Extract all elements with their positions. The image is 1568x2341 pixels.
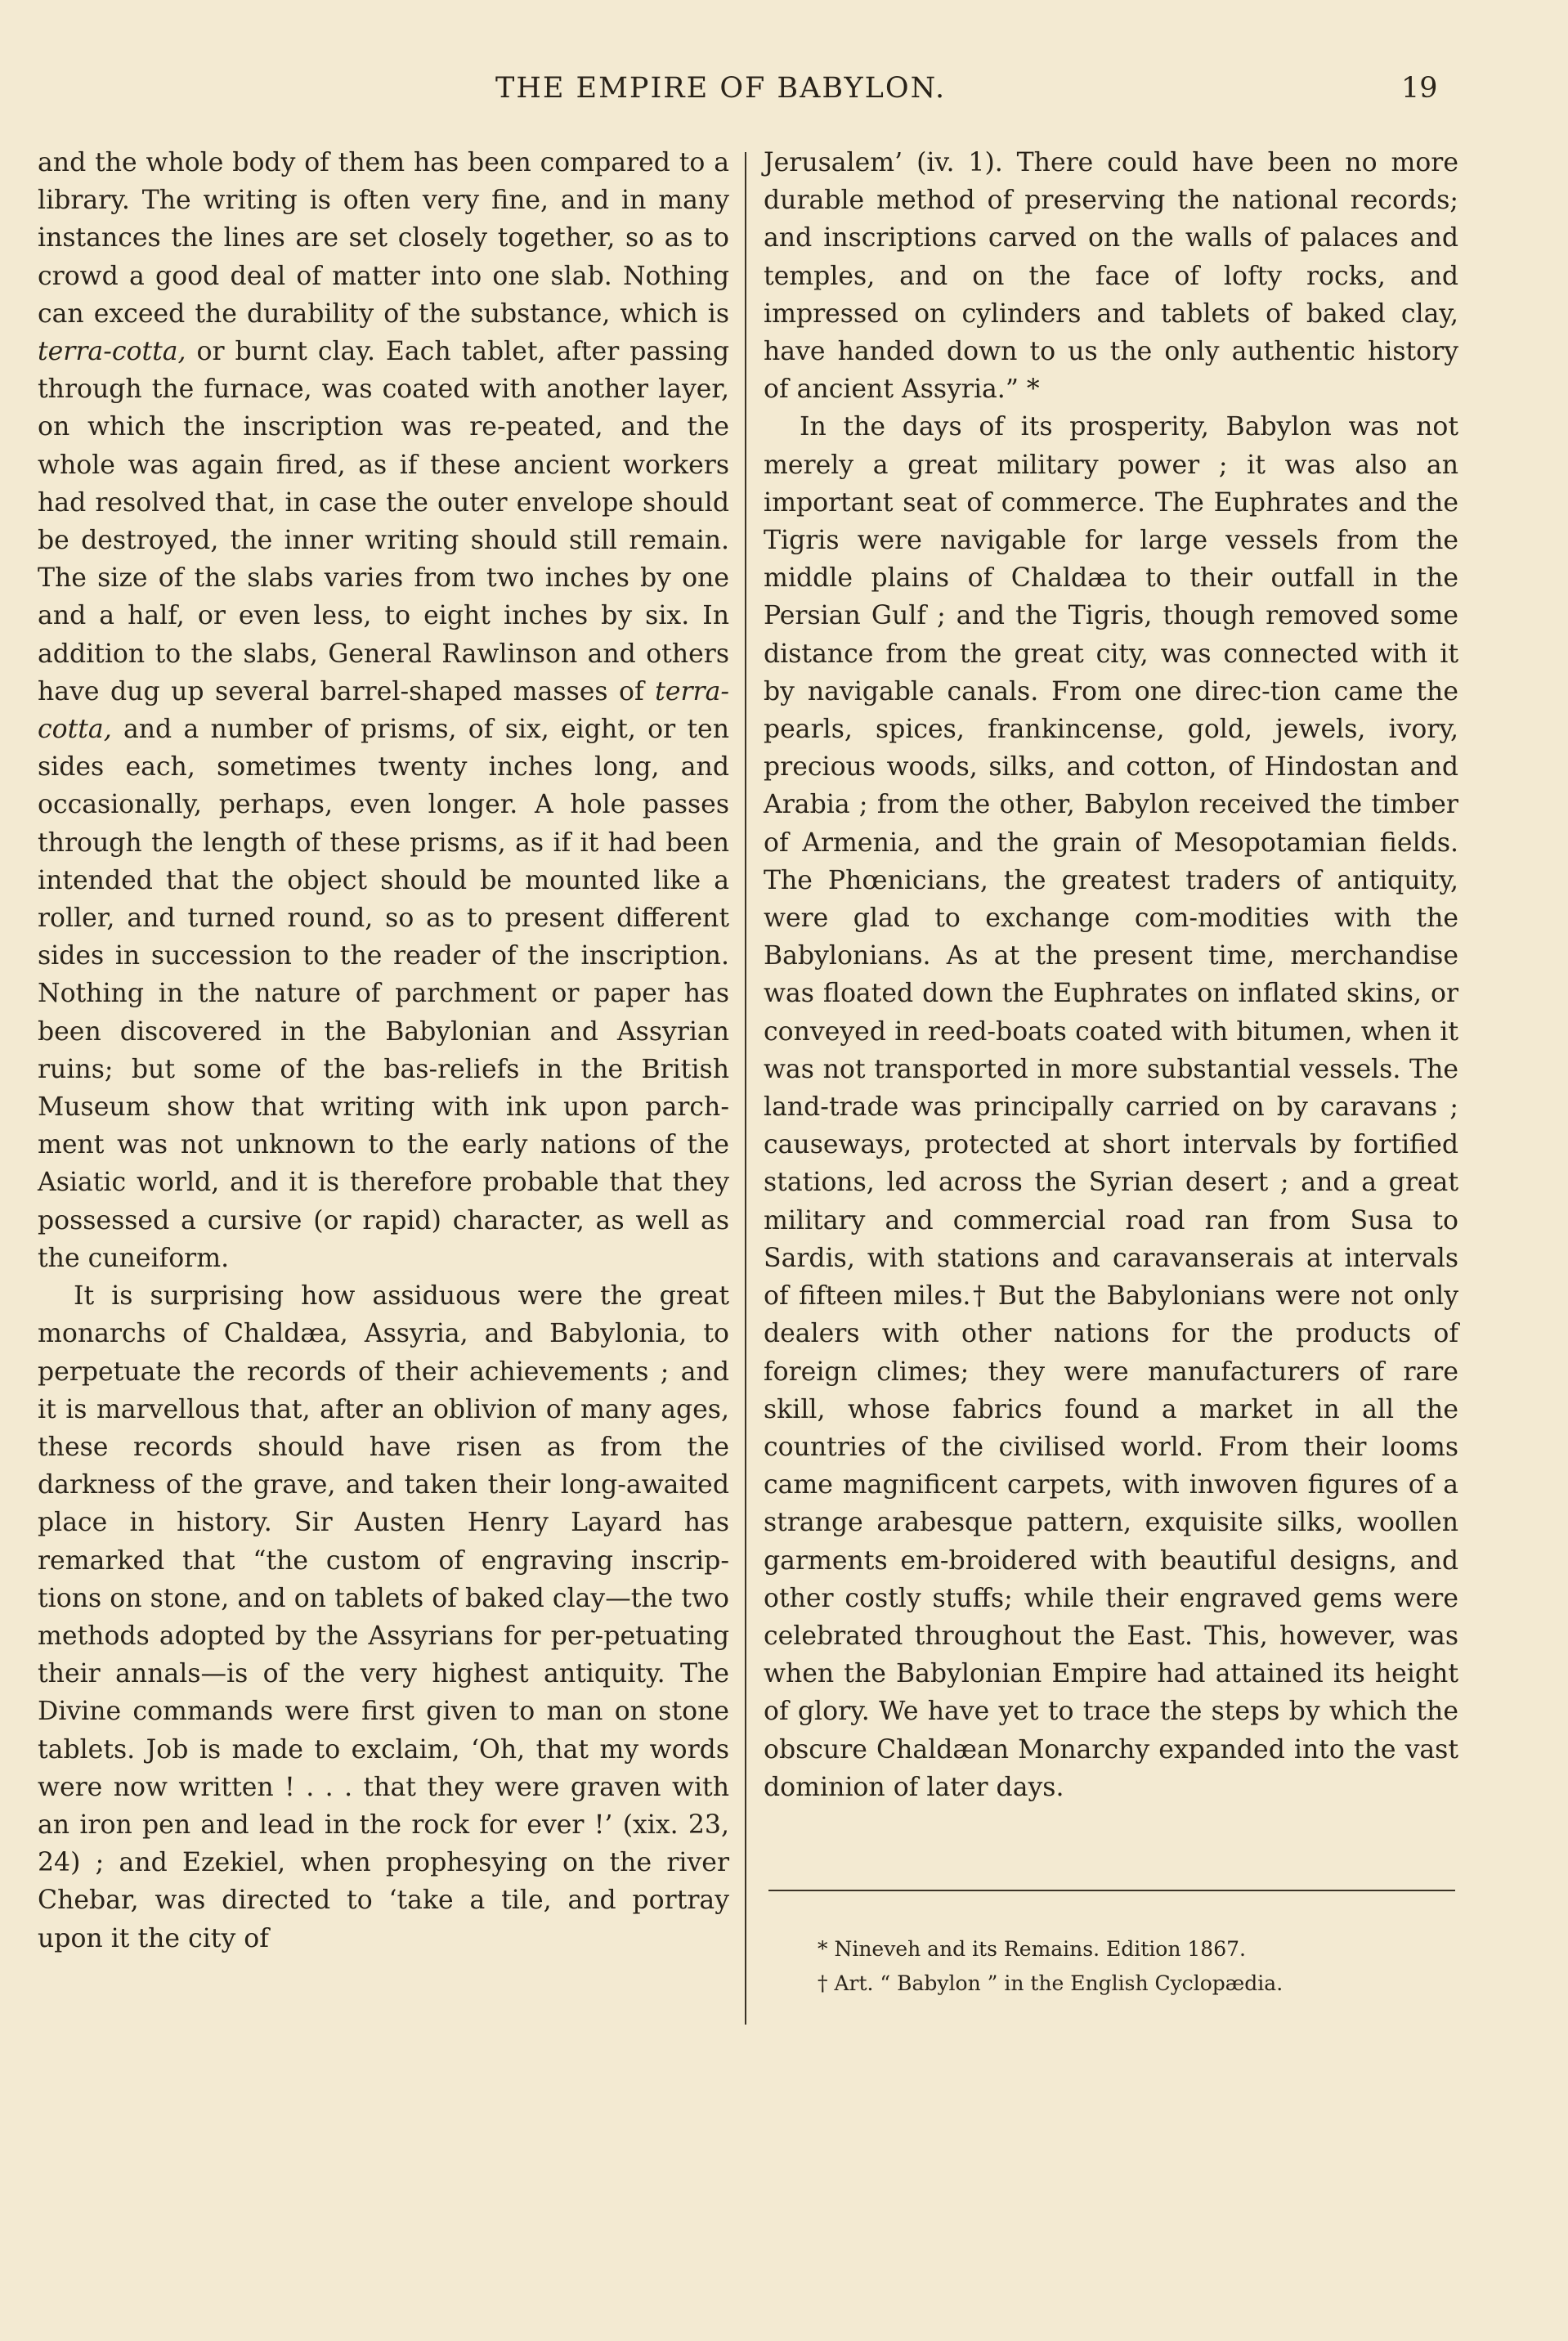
- italic-term: terra-cotta,: [38, 337, 186, 367]
- column-divider: [745, 152, 746, 2025]
- paragraph: In the days of its prosperity, Babylon was not merely a great military power ; it was also an important seat of commerce. The Euphrates and the Tigris were navigable for large vessels from the middle plains of Chaldæa to their outfall in the Persian Gulf ; and the Tigris, though removed some distance from the great city, was connected with it by navigable canals. From one direc-tion came the pearls, spices, frankincense, gold, jewels, ivory, precious woods, silks, and cotton, of Hindostan and Arabia ; from the other, Babylon received the timber of Armenia, and the grain of Mesopotamian fields. The Phœnicians, the greatest traders of antiquity, were glad to exchange com-modities with the Babylonians. As at the present time, merchandise was floated down the Euphrates on inflated skins, or conveyed in reed-boats coated with bitumen, when it was not transported in more substantial vessels. The land-trade was principally carried on by caravans ; causeways, protected at short intervals by fortified stations, led across the Syrian desert ; and a great military and commercial road ran from Susa to Sardis, with stations and caravanserais at intervals of fifteen miles.† But the Babylonians were not only dealers with other nations for the products of foreign climes; they were manufacturers of rare skill, whose fabrics found a market in all the countries of the civilised world. From their looms came magnificent carpets, with inwoven figures of a strange arabesque pattern, exquisite silks, woollen garments em-broidered with beautiful designs, and other costly stuffs; while their engraved gems were celebrated throughout the East. This, however, was when the Babylonian Empire had attained its height of glory. We have yet to trace the steps by which the obscure Chaldæan Monarchy expanded into the vast dominion of later days.: [764, 412, 1458, 1802]
- paragraph: Jerusalem’ (iv. 1). There could have been no more durable method of preserving the national records; and inscriptions carved on the walls of palaces and temples, and on the face of lofty rocks, and impressed on cylinders and tablets of baked clay, have handed down to us the only authentic history of ancient Assyria.” *: [764, 148, 1458, 405]
- left-column: [38, 144, 729, 1958]
- page-header: [0, 72, 1568, 121]
- paragraph: [38, 144, 729, 1277]
- text-run: and a number of prisms, of six, eight, or ten sides each, sometimes twenty inches long, and occasionally, perhaps, even longer. A hole passes through the length of these prisms, as if it had been intended that the object should be mounted like a roller, and turned round, so as to present different sides in succession to the reader of the inscription. Nothing in the nature of parchment or paper has been discovered in the Babylonian and Assyrian ruins; but some of the bas-reliefs in the British Museum show that writing with ink upon parch-ment was not unknown to the early nations of the Asiatic world, and it is therefore probable that they possessed a cursive (or rapid) character, as well as the cuneiform.: [38, 715, 729, 1273]
- italic-term: terra-cotta,: [38, 676, 729, 745]
- footnote: * Nineveh and its Remains. Edition 1867.: [818, 1937, 1246, 1961]
- text-run: or burnt clay. Each tablet, after passing through the furnace, was coated with another layer, on which the inscription was re-peated, and the whole was again fired, as if these ancient workers had resolved that, in case the outer envelope should be destroyed, the inner writing should still remain. The size of the slabs varies from two inches by one and a half, or even less, to eight inches by six. In addition to the slabs, General Rawlinson and others have dug up several barrel-shaped masses of: [38, 337, 729, 706]
- footnote-divider: [768, 1890, 1455, 1891]
- footnotes: [818, 1932, 1439, 2001]
- footnote: † Art. “ Babylon ” in the English Cyclopædia.: [818, 1971, 1284, 1995]
- paragraph: It is surprising how assiduous were the great monarchs of Chaldæa, Assyria, and Babylonia, to perpetuate the records of their achievements ; and it is marvellous that, after an oblivion of many ages, these records should have risen as from the darkness of the grave, and taken their long-awaited place in history. Sir Austen Henry Layard has remarked that “the custom of engraving inscrip-tions on stone, and on tablets of baked clay—the two methods adopted by the Assyrians for per-petuating their annals—is of the very highest antiquity. The Divine commands were first given to man on stone tablets. Job is made to exclaim, ‘Oh, that my words were now written ! . . . that they were graven with an iron pen and lead in the rock for ever !’ (xix. 23, 24) ; and Ezekiel, when prophesying on the river Chebar, was directed to ‘take a tile, and portray upon it the city of: [38, 1281, 729, 1953]
- page-number: 19: [1401, 72, 1438, 105]
- running-title: THE EMPIRE OF BABYLON.: [495, 72, 947, 105]
- text-run: and the whole body of them has been compared to a library. The writing is often very fine, and in many instances the lines are set closely together, so as to crowd a good deal of matter into one slab. Nothing can exceed the durability of the substance, which is: [38, 148, 729, 329]
- right-column: [764, 144, 1458, 1806]
